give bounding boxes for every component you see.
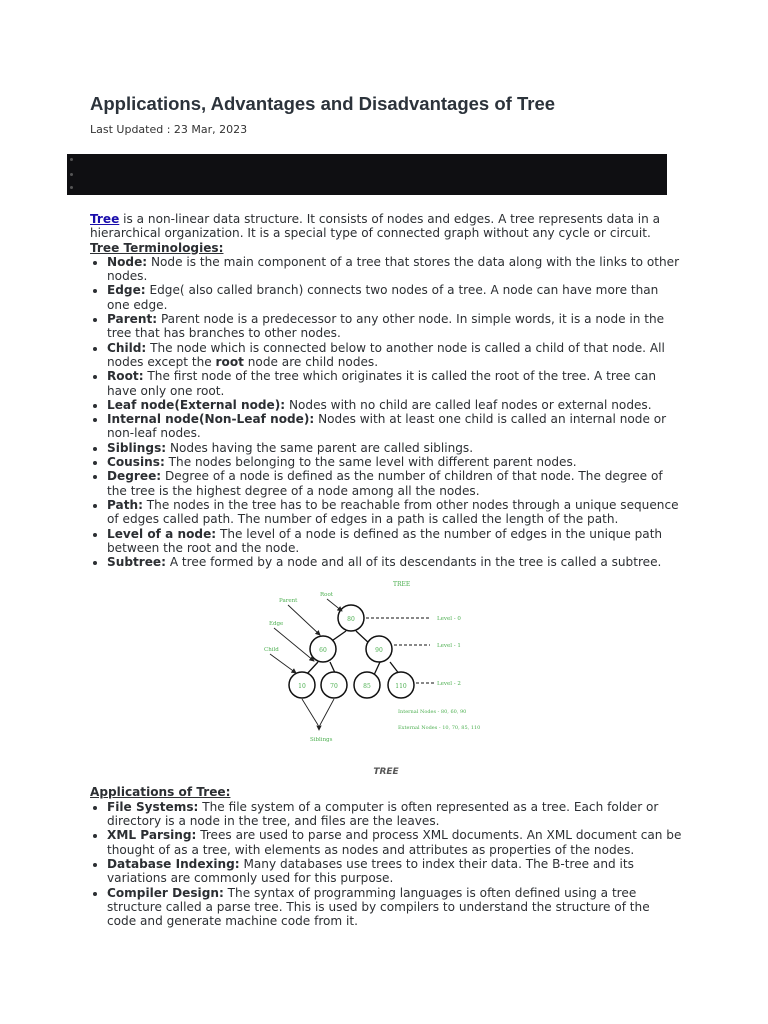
- term: Subtree:: [107, 555, 166, 570]
- tree-figure: [90, 575, 682, 765]
- internal-nodes-note: Internal Nodes - 80, 60, 90: [398, 709, 467, 716]
- level-label: Level - 2: [437, 681, 461, 688]
- intro-paragraph: [90, 212, 682, 241]
- term: Root:: [107, 369, 144, 384]
- node-label: 85: [363, 683, 371, 691]
- list-item: [107, 312, 682, 341]
- list-item: [107, 828, 682, 857]
- list-item: [107, 857, 682, 886]
- term: Database Indexing:: [107, 856, 240, 871]
- bullet-dot: [70, 158, 73, 161]
- article-body: [90, 212, 682, 928]
- term: Child:: [107, 340, 147, 355]
- level-label: Level - 0: [437, 616, 461, 623]
- list-item: [107, 441, 682, 455]
- list-item: [107, 800, 682, 829]
- term-desc: Nodes with at least one child is called an internal node or non-leaf nodes.: [107, 412, 667, 441]
- root-label: Root: [320, 592, 333, 599]
- applications-heading: Applications of Tree:: [90, 785, 231, 800]
- node-label: 110: [395, 683, 407, 691]
- term-desc: The file system of a computer is often represented as a tree. Each folder or directory is a node in the tree, and files are the leaves.: [107, 799, 659, 829]
- list-item: [107, 255, 682, 284]
- intro-text: is a non-linear data structure. It consists of nodes and edges. A tree represents data in a hierarchical organization. It is a special type of connected graph without any cycle or circuit.: [90, 212, 660, 241]
- node-label: 90: [375, 647, 383, 655]
- term: Edge:: [107, 283, 146, 298]
- term-desc: The first node of the tree which originates it is called the root of the tree. A tree can have only one root.: [107, 369, 657, 398]
- list-item: [107, 341, 682, 370]
- terminology-heading: Tree Terminologies:: [90, 240, 224, 255]
- list-item: [107, 469, 682, 498]
- applications-list: [90, 800, 682, 929]
- term-desc: The nodes belonging to the same level with different parent nodes.: [164, 455, 577, 470]
- diagram-title: TREE: [393, 581, 411, 589]
- tree-link[interactable]: Tree: [90, 212, 120, 226]
- term-desc: Nodes having the same parent are called siblings.: [166, 440, 474, 455]
- term: Path:: [107, 497, 143, 512]
- siblings-line: [320, 699, 334, 725]
- level-label: Level - 1: [437, 643, 461, 650]
- list-item: [107, 886, 682, 929]
- pointer-arrow: [327, 599, 342, 611]
- list-item: [107, 455, 682, 469]
- list-item: [107, 412, 682, 441]
- term: Cousins:: [107, 455, 165, 470]
- term: Internal node(Non-Leaf node):: [107, 412, 315, 427]
- child-label: Child: [264, 647, 279, 654]
- node-label: 60: [319, 647, 327, 655]
- tree-diagram: [240, 575, 500, 751]
- node-label: 70: [330, 683, 338, 691]
- pointer-arrow: [274, 628, 314, 661]
- page-title: Applications, Advantages and Disadvantages of Tree: [90, 93, 556, 114]
- term: Siblings:: [107, 440, 167, 455]
- tree-edge: [374, 662, 380, 675]
- term: Degree:: [107, 469, 162, 484]
- term: XML Parsing:: [107, 828, 197, 843]
- external-nodes-note: External Nodes - 10, 70, 85, 110: [398, 725, 481, 732]
- edge-label: Edge: [269, 621, 284, 628]
- term-desc: Nodes with no child are called leaf nodes or external nodes.: [285, 397, 652, 412]
- term-desc: Degree of a node is defined as the number of children of that node. The degree of the tree is the highest degree of a node among all the nodes.: [107, 469, 663, 498]
- term-desc: The level of a node is defined as the number of edges in the unique path between the root and the node.: [107, 526, 663, 555]
- list-item: [107, 527, 682, 556]
- term-desc: A tree formed by a node and all of its descendants in the tree is called a subtree.: [165, 555, 662, 570]
- bullet-dot: [70, 173, 73, 176]
- term-emphasis: root: [215, 354, 244, 369]
- list-item: [107, 369, 682, 398]
- term-desc: The syntax of programming languages is often defined using a tree structure called a parse tree. This is used by compilers to understand the structure of the code and generate machine code from it.: [107, 885, 650, 929]
- list-item: [107, 555, 682, 569]
- figure-caption: TREE: [373, 767, 399, 778]
- term-desc: Many databases use trees to index their data. The B-tree and its variations are commonly used for this purpose.: [107, 856, 634, 886]
- siblings-label: Siblings: [310, 737, 333, 744]
- last-updated: Last Updated : 23 Mar, 2023: [90, 123, 248, 136]
- terminology-list: [90, 255, 682, 570]
- pointer-arrow: [288, 605, 320, 635]
- term-desc: The nodes in the tree has to be reachable from other nodes through a unique sequence of edges called path. The number of edges in a path is called the length of the path.: [107, 497, 679, 527]
- term: Parent:: [107, 312, 158, 327]
- bullet-dot: [70, 186, 73, 189]
- node-label: 80: [347, 616, 355, 624]
- ad-banner: [67, 154, 667, 195]
- term: Compiler Design:: [107, 885, 224, 900]
- pointer-arrow: [270, 654, 296, 673]
- term: Leaf node(External node):: [107, 397, 286, 412]
- term-desc: The node which is connected below to another node is called a child of that node. All nodes except the: [107, 340, 665, 369]
- list-item: [107, 498, 682, 527]
- term: File Systems:: [107, 799, 199, 814]
- term-desc: Node is the main component of a tree that stores the data along with the links to other nodes.: [107, 254, 680, 284]
- parent-label: Parent: [279, 598, 298, 605]
- term-desc: Edge( also called branch) connects two nodes of a tree. A node can have more than one edge.: [107, 283, 659, 312]
- list-item: [107, 283, 682, 312]
- siblings-line: [302, 699, 318, 725]
- node-label: 10: [298, 683, 306, 691]
- term-desc: Trees are used to parse and process XML documents. An XML document can be thought of as a tree, with elements as nodes and attributes as properties of the nodes.: [107, 828, 682, 857]
- term: Node:: [107, 254, 148, 269]
- term-desc: node are child nodes.: [243, 354, 379, 369]
- list-item: [107, 398, 682, 412]
- term-desc: Parent node is a predecessor to any other node. In simple words, it is a node in the tree that has branches to other nodes.: [107, 312, 665, 341]
- term: Level of a node:: [107, 526, 217, 541]
